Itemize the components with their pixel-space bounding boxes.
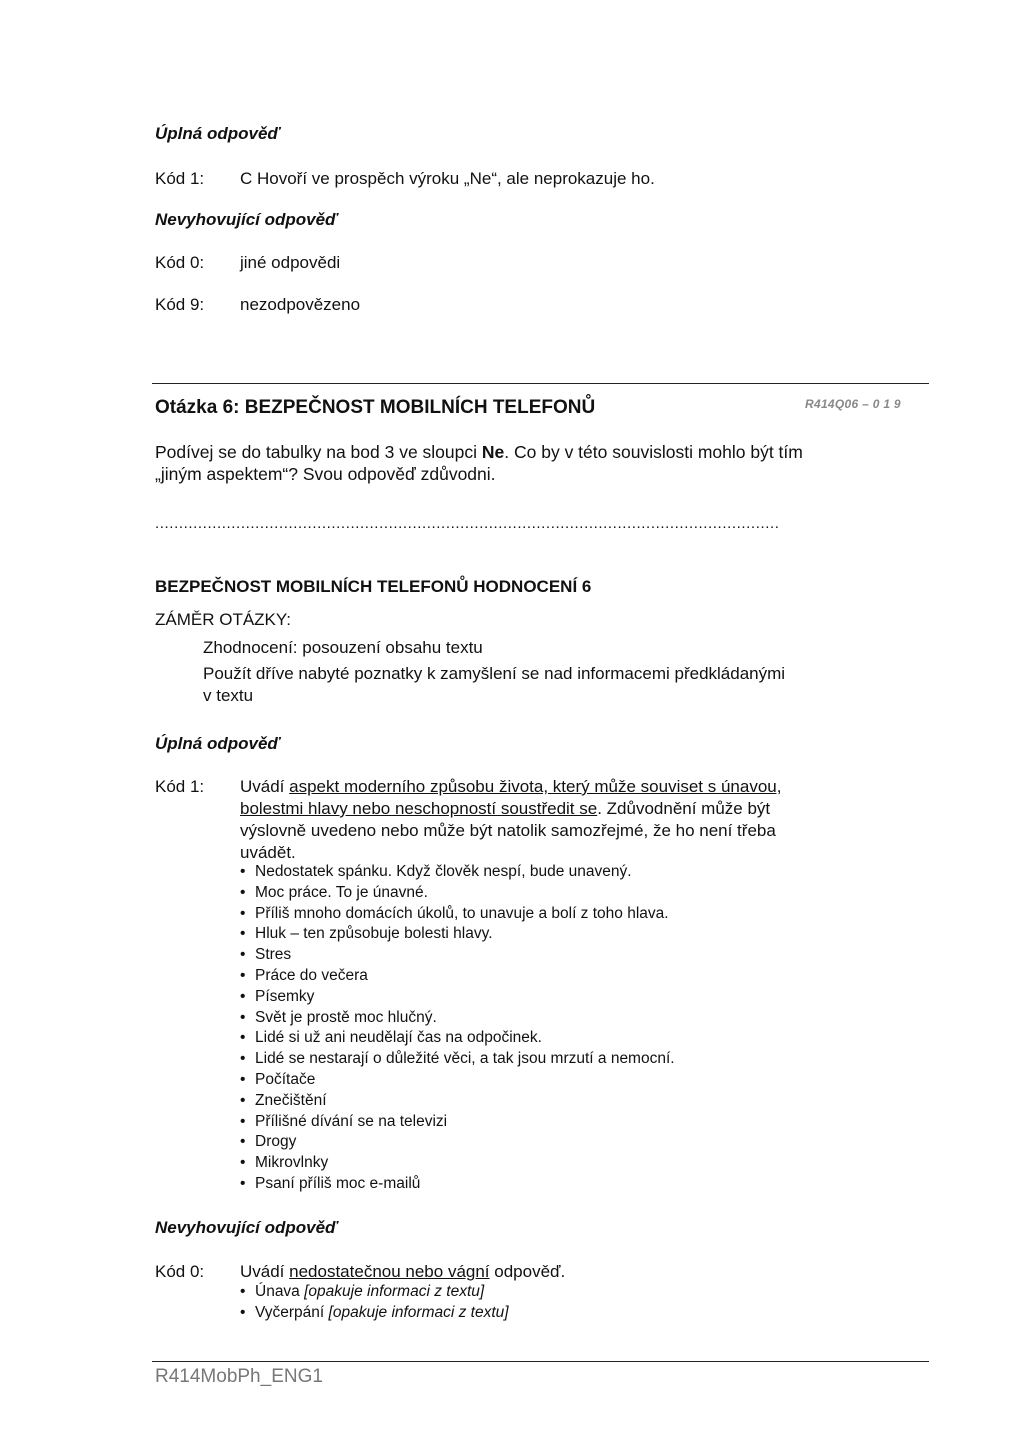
no-answer-heading-2: Nevyhovující odpověď: [155, 1218, 338, 1237]
full-answer-heading-2: Úplná odpověď: [155, 734, 280, 753]
question-title: Otázka 6: BEZPEČNOST MOBILNÍCH TELEFONŮ: [155, 397, 596, 418]
code1-label-1: Kód 1:: [155, 169, 205, 188]
scoring-title: BEZPEČNOST MOBILNÍCH TELEFONŮ HODNOCENÍ 6: [155, 577, 592, 596]
code0-label-1: Kód 0:: [155, 253, 205, 272]
footer-label: R414MobPh_ENG1: [155, 1366, 323, 1387]
code0-examples-list: [240, 1282, 509, 1324]
list-item: • Znečištění: [240, 1091, 327, 1109]
list-item: • Psaní příliš moc e-mailů: [240, 1174, 421, 1192]
list-item: • Svět je prostě moc hlučný.: [240, 1008, 437, 1026]
list-item: • Mikrovlnky: [240, 1154, 329, 1172]
list-item: • Stres: [240, 946, 292, 964]
full-answer-heading-1: Úplná odpověď: [155, 124, 280, 143]
code1-line-2: bolestmi hlavy nebo neschopností soustředit se. Zdůvodnění může být: [240, 799, 771, 818]
list-item: • Lidé se nestarají o důležité věci, a tak jsou mrzutí a nemocní.: [240, 1050, 675, 1068]
no-answer-heading-1: Nevyhovující odpověď: [155, 210, 338, 229]
list-item: • Práce do večera: [240, 966, 368, 984]
code9-text-1: nezodpovězeno: [240, 295, 361, 314]
question-reference: R414Q06 – 0 1 9: [805, 397, 901, 411]
list-item: • Příliš mnoho domácích úkolů, to unavuje a bolí z toho hlava.: [240, 904, 669, 922]
intent-label: ZÁMĚR OTÁZKY:: [155, 610, 292, 629]
list-item: • Hluk – ten způsobuje bolesti hlavy.: [240, 925, 493, 943]
list-item: • Drogy: [240, 1133, 297, 1151]
answer-line: ...................................................................................................................................: [155, 515, 780, 532]
intent-line-2a: Použít dříve nabyté poznatky k zamyšlení se nad informacemi předkládanými: [203, 664, 786, 683]
code1-line-3: výslovně uvedeno nebo může být natolik samozřejmé, že ho není třeba: [240, 821, 776, 840]
code1-line-1: Uvádí aspekt moderního způsobu života, který může souviset s únavou,: [240, 777, 782, 796]
list-item: • Moc práce. To je únavné.: [240, 883, 428, 901]
code1-examples-list: [240, 862, 675, 1195]
footer-divider: [152, 1361, 929, 1362]
list-item: • Nedostatek spánku. Když člověk nespí, bude unavený.: [240, 863, 632, 880]
list-item: • Přílišné dívání se na televizi: [240, 1112, 448, 1130]
code0-text-2: Uvádí nedostatečnou nebo vágní odpověď.: [240, 1262, 566, 1281]
code1-line-4: uvádět.: [240, 843, 296, 862]
intent-line-1: Zhodnocení: posouzení obsahu textu: [203, 638, 483, 657]
code0-label-2: Kód 0:: [155, 1262, 205, 1281]
list-item: • Vyčerpání [opakuje informaci z textu]: [240, 1303, 509, 1321]
list-item: • Písemky: [240, 987, 315, 1005]
question-text-line2: „jiným aspektem“? Svou odpověď zdůvodni.: [155, 464, 496, 484]
list-item: • Počítače: [240, 1070, 316, 1088]
code1-label-2: Kód 1:: [155, 777, 205, 796]
question-text-line1: Podívej se do tabulky na bod 3 ve sloupci Ne. Co by v této souvislosti mohlo být tím: [155, 442, 803, 462]
code0-text-1: jiné odpovědi: [240, 253, 341, 272]
list-item: • Lidé si už ani neudělají čas na odpočinek.: [240, 1029, 542, 1047]
code9-label-1: Kód 9:: [155, 295, 205, 314]
question-divider: [152, 383, 929, 384]
intent-line-2b: v textu: [203, 686, 254, 705]
list-item: • Únava [opakuje informaci z textu]: [240, 1283, 485, 1300]
code1-text-1: C Hovoří ve prospěch výroku „Ne“, ale neprokazuje ho.: [240, 169, 655, 188]
